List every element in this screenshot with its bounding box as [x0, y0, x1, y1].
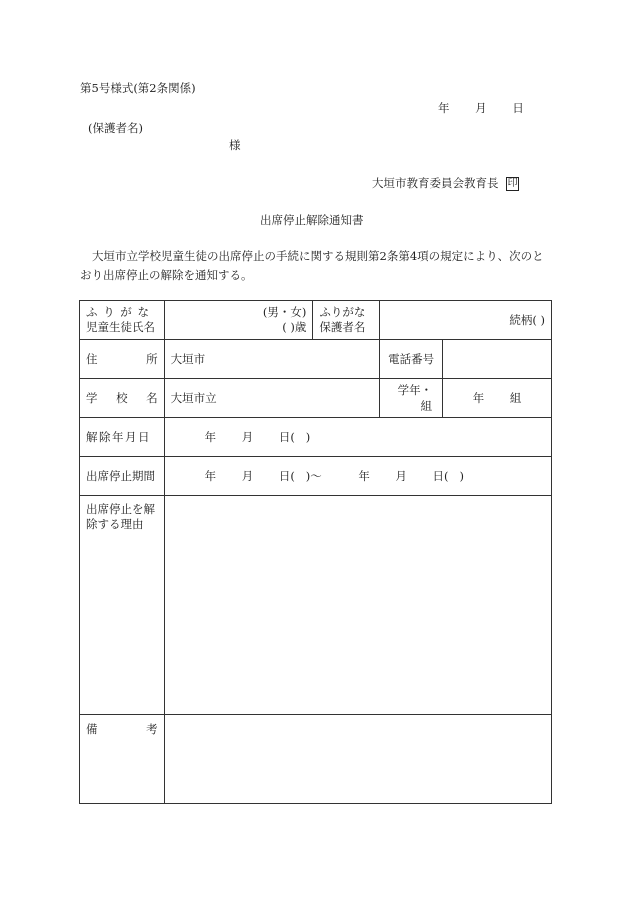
- issuer: [372, 175, 519, 191]
- student-name-label: [80, 301, 165, 340]
- remarks-field[interactable]: [164, 715, 551, 804]
- phone-field[interactable]: [443, 340, 552, 379]
- student-name-label-text: 児童生徒氏名: [86, 320, 155, 334]
- address-label-b: 所: [146, 352, 158, 366]
- document-title: 出席停止解除通知書: [260, 213, 364, 227]
- date-year: 年: [438, 101, 450, 115]
- release-reason-field[interactable]: [164, 496, 551, 715]
- remarks-label-a: 備: [86, 722, 98, 736]
- guardian-name-label-cell: [313, 301, 380, 340]
- guardian-furigana-label: ふりがな: [319, 305, 366, 319]
- address-field[interactable]: [164, 340, 380, 379]
- guardian-name-label-text: 保護者名: [319, 320, 366, 334]
- release-date-label-text: 解除年月日: [86, 430, 151, 444]
- release-date-value: 年 月 日( ): [204, 430, 311, 444]
- grade-label-text: 学年・組: [397, 383, 433, 413]
- release-reason-label-line2: 除する理由: [86, 517, 144, 531]
- release-date-label: [80, 418, 165, 457]
- guardian-name-label: (保護者名): [88, 121, 143, 135]
- school-label-a: 学: [86, 391, 98, 405]
- notice-form-table: [79, 300, 552, 804]
- relation-field[interactable]: 続柄( ): [509, 313, 545, 327]
- form-number: 第5号様式(第2条関係): [80, 81, 196, 95]
- school-label-c: 名: [146, 391, 158, 405]
- issuer-name: 大垣市教育委員会教育長: [372, 176, 499, 190]
- grade-value: 年 組: [472, 391, 522, 405]
- school-value: 大垣市立: [170, 391, 217, 405]
- address-label-a: 住: [86, 352, 98, 366]
- suspension-period-field[interactable]: [164, 457, 551, 496]
- student-name-field[interactable]: [164, 301, 313, 340]
- suspension-period-label: [80, 457, 165, 496]
- row-release-reason: [80, 496, 552, 715]
- row-student-name: [80, 301, 552, 340]
- suspension-period-value: 年 月 日( )～ 年 月 日( ): [204, 469, 464, 483]
- row-school: [80, 379, 552, 418]
- date-month: 月: [475, 101, 487, 115]
- grade-field[interactable]: [443, 379, 552, 418]
- school-label-b: 校: [116, 391, 128, 405]
- sex-choice[interactable]: (男・女): [262, 305, 307, 319]
- guardian-name-field[interactable]: [380, 301, 552, 340]
- furigana-label: ふ り が な: [86, 305, 150, 319]
- phone-label-text: 電話番号: [388, 352, 435, 366]
- grade-label: [380, 379, 443, 418]
- school-field[interactable]: [164, 379, 380, 418]
- release-date-field[interactable]: [164, 418, 551, 457]
- row-release-date: [80, 418, 552, 457]
- remarks-label-b: 考: [146, 722, 158, 736]
- date-line: [438, 100, 524, 116]
- row-suspension-period: [80, 457, 552, 496]
- row-address: [80, 340, 552, 379]
- intro-text: 大垣市立学校児童生徒の出席停止の手続に関する規則第2条第4項の規定により、次のとおり出席停止の解除を通知する。: [80, 249, 544, 282]
- remarks-label: [80, 715, 165, 804]
- release-reason-label: [80, 496, 165, 715]
- school-label: [80, 379, 165, 418]
- age-field[interactable]: ( )歳: [282, 320, 307, 334]
- address-label: [80, 340, 165, 379]
- suspension-period-label-text: 出席停止期間: [86, 469, 155, 483]
- row-remarks: [80, 715, 552, 804]
- phone-label: [380, 340, 443, 379]
- release-reason-label-line1: 出席停止を解: [86, 502, 155, 516]
- address-value: 大垣市: [170, 352, 206, 366]
- seal-icon: 印: [507, 178, 518, 189]
- honorific: 様: [229, 138, 241, 152]
- date-day: 日: [512, 101, 524, 115]
